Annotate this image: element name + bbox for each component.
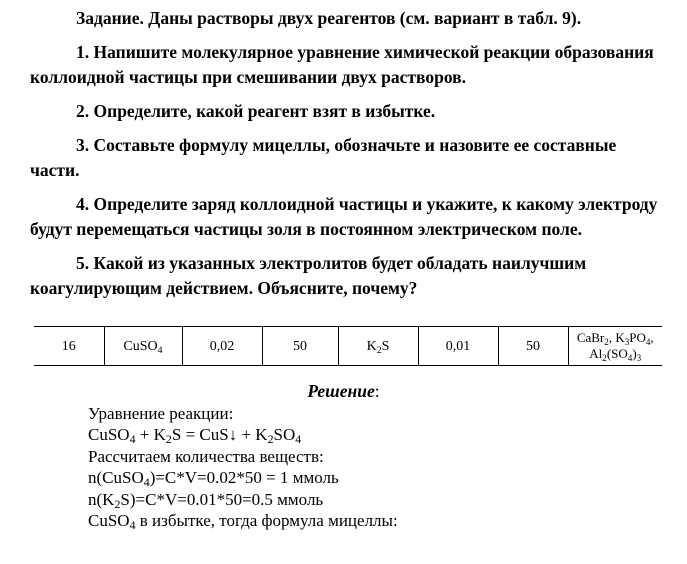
task-question-4: 4. Определите заряд коллоидной частицы и укажите, к какому электроду будут перемещаться частицы золя в постоянном электрическом поле. xyxy=(30,194,658,239)
solution-line: Рассчитаем количества веществ: xyxy=(88,446,324,466)
table-row xyxy=(34,327,662,366)
solution-title: Решение: xyxy=(307,381,380,401)
volume-1: 50 xyxy=(262,327,338,366)
concentration-1: 0,02 xyxy=(182,327,262,366)
task-question-5: 5. Какой из указанных электролитов будет обладать наилучшим коагулирующим действием. Объясните, почему? xyxy=(30,253,587,298)
amount-cuso4: n(CuSO$_4$)=C*V=0.02*50 = 1 ммоль xyxy=(88,468,339,490)
reaction-equation: CuSO$_4$ + $K_2S$ = CuS↓ + $K_2SO_4$ xyxy=(88,425,302,447)
task-block xyxy=(30,6,658,310)
variant-table xyxy=(34,326,662,366)
electrolytes: CaBr$_2$, $K_3PO_4$, $Al_2(SO_4)_3$ xyxy=(568,327,662,366)
task-question-1: 1. Напишите молекулярное уравнение химической реакции образования коллоидной частицы при смешивании двух растворов. xyxy=(30,42,654,87)
solution-line: Уравнение реакции: xyxy=(88,404,234,423)
task-question-2: 2. Определите, какой реагент взят в избытке. xyxy=(76,101,436,121)
task-intro: Задание. Даны растворы двух реагентов (см. вариант в табл. 9). xyxy=(76,8,582,28)
amount-k2s: $n(K_2S)=C*V=0.01*50=0.5$ ммоль xyxy=(88,489,324,511)
volume-2: 50 xyxy=(498,327,568,366)
excess-conclusion: CuSO$_4$ в избытке, тогда формула мицеллы: xyxy=(88,511,398,533)
reagent-2: $K_2S$ xyxy=(338,327,418,366)
task-question-3: 3. Составьте формулу мицеллы, обозначьте и назовите ее составные части. xyxy=(30,135,617,180)
variant-number: 16 xyxy=(34,327,104,366)
reagent-1: CuSO$_4$ xyxy=(104,327,182,366)
concentration-2: 0,01 xyxy=(418,327,498,366)
solution-body xyxy=(88,403,398,531)
